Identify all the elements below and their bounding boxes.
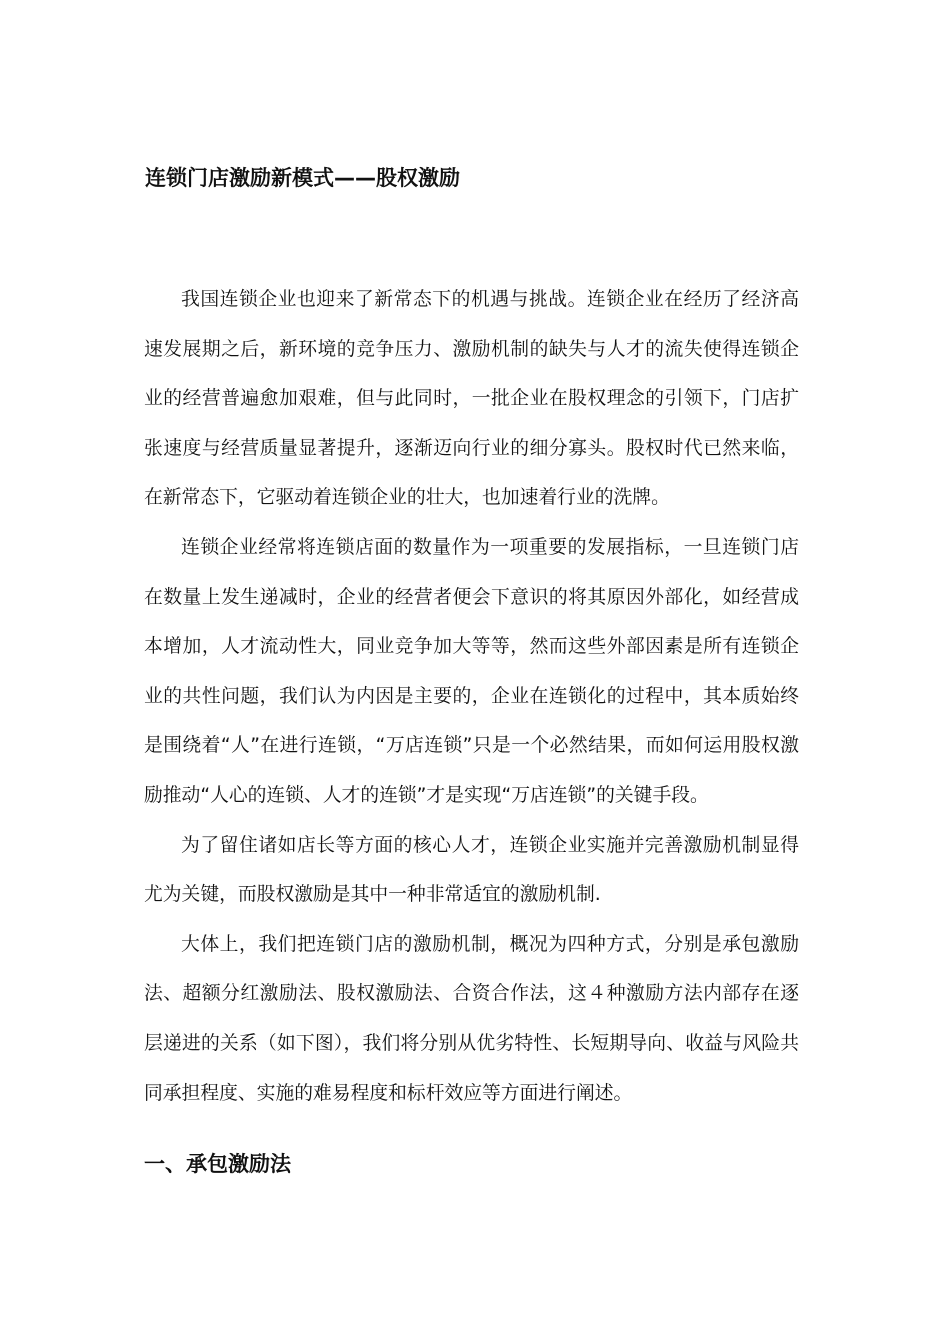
paragraph-2: 连锁企业经常将连锁店面的数量作为一项重要的发展指标，一旦连锁门店在数量上发生递减时，企业的经营者便会下意识的将其原因外部化，如经营成本增加，人才流动性大，同业竞争加大等等，然而这些外部因素是所有连锁企业的共性问题，我们认为内因是主要的，企业在连锁化的过程中，其本质始终是围绕着“人”在进行连锁，“万店连锁”只是一个必然结果，而如何运用股权激励推动“人心的连锁、人才的连锁”才是实现“万店连锁”的关键手段。: [144, 536, 799, 806]
paragraph-4: 大体上，我们把连锁门店的激励机制，概况为四种方式，分别是承包激励法、超额分红激励法、股权激励法、合资合作法，这４种激励方法内部存在逐层递进的关系（如下图），我们将分别从优劣特性、长短期导向、收益与风险共同承担程度、实施的难易程度和标杆效应等方面进行阐述。: [144, 933, 799, 1104]
paragraph-3: 为了留住诸如店长等方面的核心人才，连锁企业实施并完善激励机制显得尤为关键，而股权激励是其中一种非常适宜的激励机制.: [144, 834, 799, 906]
section-heading: 一、承包激励法: [144, 1152, 291, 1176]
paragraph-1: 我国连锁企业也迎来了新常态下的机遇与挑战。连锁企业在经历了经济高速发展期之后，新环境的竞争压力、激励机制的缺失与人才的流失使得连锁企业的经营普遍愈加艰难，但与此同时，一批企业在股权理念的引领下，门店扩张速度与经营质量显著提升，逐渐迈向行业的细分寡头。股权时代已然来临，在新常态下，它驱动着连锁企业的壮大，也加速着行业的洗牌。: [144, 289, 799, 509]
document-title: 连锁门店激励新模式——股权激励: [145, 166, 460, 190]
document-body: [144, 275, 799, 1118]
